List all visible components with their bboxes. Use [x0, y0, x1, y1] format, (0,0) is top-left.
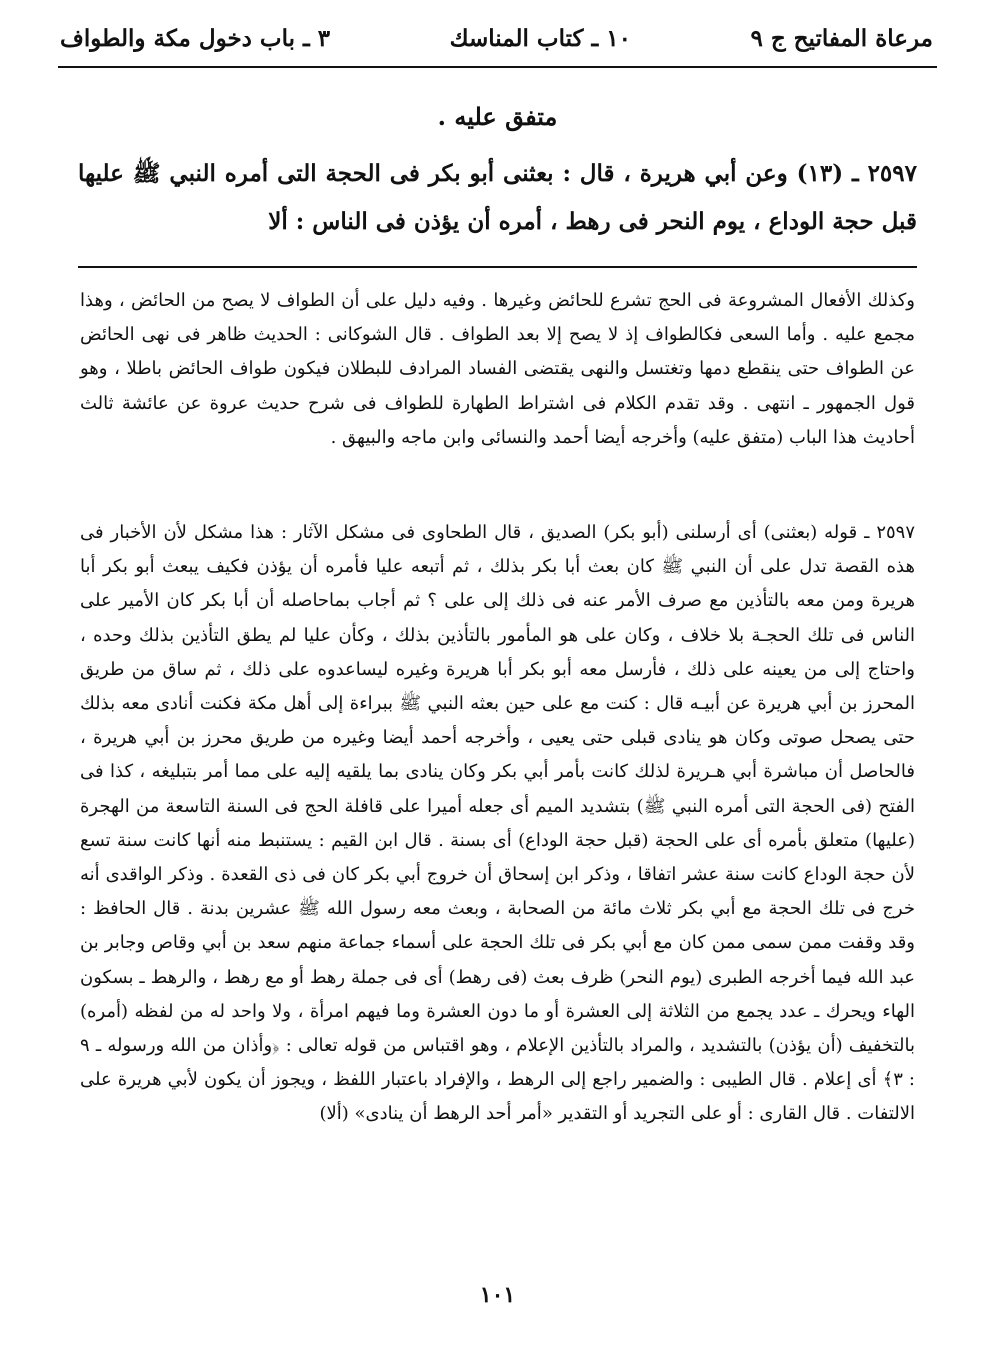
page-number: ١٠١	[479, 1282, 516, 1308]
running-header	[60, 20, 933, 56]
book-title: مرعاة المفاتيح ج ٩	[750, 24, 933, 52]
hadith-header: متفق عليه .	[437, 102, 558, 131]
hadith-text: ٢٥٩٧ ـ (١٣) وعن أبي هريرة ، قال : بعثنى أبو بكر فى الحجة التى أمره النبي ﷺ عليها قبل حجة الوداع ، يوم النحر فى رهط ، أمره أن يؤذن فى الناس : ألا	[78, 160, 917, 235]
kitab-title: ١٠ ـ كتاب المناسك	[449, 24, 631, 52]
commentary-text-1: وكذلك الأفعال المشروعة فى الحج تشرع للحائض وغيرها . وفيه دليل على أن الطواف لا يصح من الحائض ، وهذا مجمع عليه . وأما السعى فكالطواف إذ لا يصح إلا بعد الطواف . قال الشوكانى : الحديث ظاهر فى نهى الحائض عن الطواف حتى ينقطع دمها وتغتسل والنهى يقتضى الفساد المرادف للبطلان فيكون طواف الحائض باطلا ، وهو قول الجمهور ـ انتهى . وقد تقدم الكلام فى اشتراط الطهارة للطواف فى شرح حديث عروة عن عائشة ثالث أحاديث هذا الباب (متفق عليه) وأخرجه أيضا أحمد والنسائى وابن ماجه والبيهق .	[80, 290, 915, 448]
commentary-paragraph-1	[80, 284, 915, 455]
commentary-text-2: ٢٥٩٧ ـ قوله (بعثنى) أى أرسلنى (أبو بكر) الصديق ، قال الطحاوى فى مشكل الآثار : هذا مشكل لأن الأخبار فى هذه القصة تدل على أن النبي ﷺ كان بعث أبا بكر بذلك ، ثم أتبعه عليا فأمره أن يؤذن فكيف يبعث أبو بكر أبا هريرة ومن معه بالتأذين مع صرف الأمر عنه فى ذلك إلى على ؟ ثم أجاب بماحاصله أن أبا بكر كان الأمير على الناس فى تلك الحجـة بلا خلاف ، وكان على هو المأمور بالتأذين بذلك ، وكأن عليا لم يطق التأذين بذلك وحده ، واحتاج إلى من يعينه على ذلك ، فأرسل معه أبو بكر أبا هريرة وغيره ليساعدوه على ذلك ، ثم ساق من طريق المحرز بن أبي هريرة عن أبيـه قال : كنت مع على حين بعثه النبي ﷺ ببراءة إلى أهل مكة فكنت أنادى معه بذلك حتى يصحل صوتى وكان هو ينادى قبلى حتى يعيى ، وأخرجه أحمد أيضا وغيره من طريق محرز بن أبي هريرة ، فالحاصل أن مباشرة أبي هـريرة لذلك كانت بأمر أبي بكر وكان ينادى بما يلقيه إليه على مما أمر بتبليغه ، كذا فى الفتح (فى الحجة التى أمره النبي ﷺ) بتشديد الميم أى جعله أميرا على قافلة الحج فى السنة التاسعة من الهجرة (عليها) متعلق بأمره أى على الحجة (قبل حجة الوداع) أى بسنة . قال ابن القيم : يستنبط منه أنها كانت سنة تسع لأن حجة الوداع كانت سنة عشر اتفاقا ، وذكر ابن إسحاق أن خروج أبي بكر كان فى ذى القعدة . وذكر الواقدى أنه خرج فى تلك الحجة مع أبي بكر ثلاث مائة من الصحابة ، وبعث معه رسول الله ﷺ عشرين بدنة . قال الحافظ : وقد وقفت ممن سمى ممن كان مع أبي بكر فى تلك الحجة على أسماء جماعة منهم سعد بن أبي وقاص وجابر بن عبد الله فيما أخرجه الطبرى (يوم النحر) ظرف بعث (فى رهط) أى فى جملة رهط أو مع رهط ، والرهط ـ بسكون الهاء ويحرك ـ عدد يجمع من الثلاثة إلى العشرة أو ما دون العشرة وما فيهم امرأة ، ولا واحد له من لفظه (أمره) بالتخفيف (أن يؤذن) بالتشديد ، والمراد بالتأذين الإعلام ، وهو اقتباس من قوله تعالى : ﴿وأذان من الله ورسوله ـ ٩ : ٣﴾ أى إعلام . قال الطيبى : والضمير راجع إلى الرهط ، والإفراد باعتبار اللفظ ، ويجوز أن يكون لأبي هريرة على الالتفات . قال القارى : أو على التجريد أو التقدير «أمر أحد الرهط أن ينادى» (ألا)	[80, 522, 915, 1125]
header-divider	[58, 66, 937, 68]
section-divider	[78, 266, 917, 268]
bab-title: ٣ ـ باب دخول مكة والطواف	[60, 24, 331, 52]
commentary-paragraph-2	[80, 516, 915, 1132]
